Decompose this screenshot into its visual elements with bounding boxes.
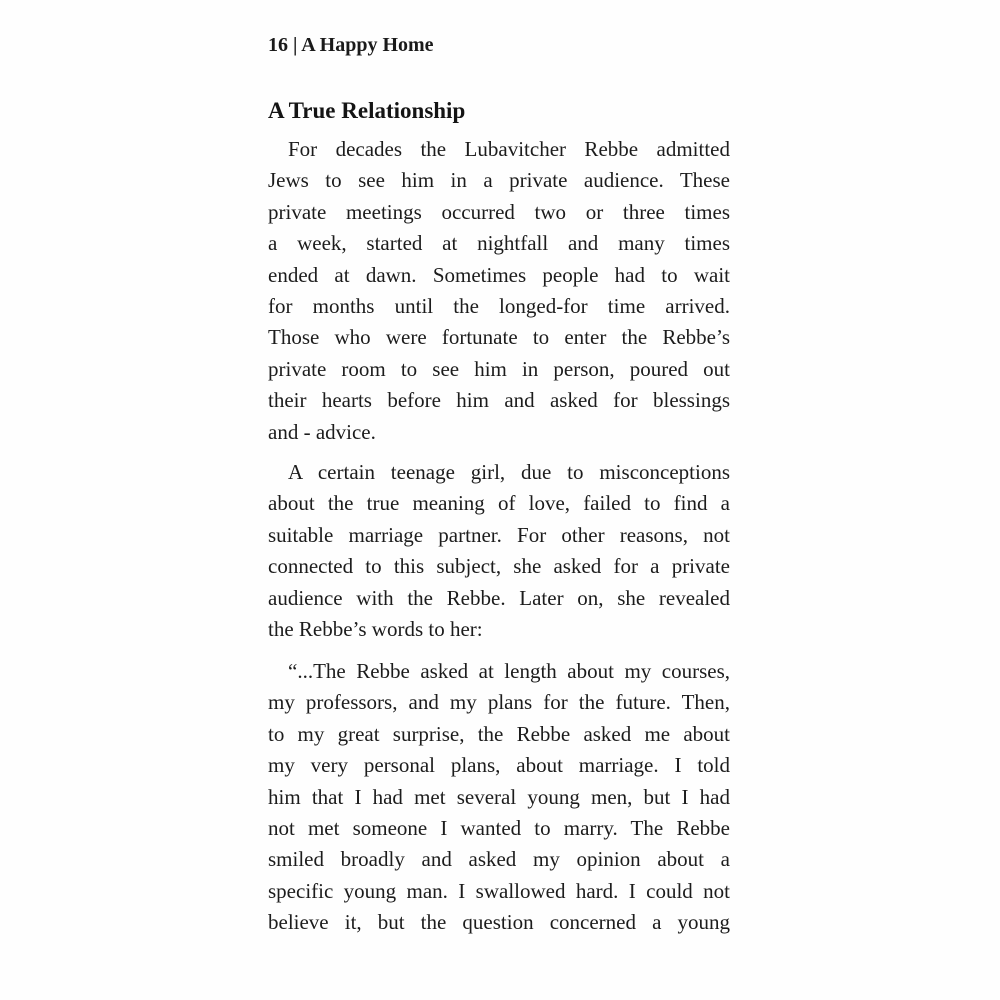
text-line: about the true meaning of love, failed to find a [268,491,730,516]
text-line: Jews to see him in a private audience. These [268,168,730,193]
text-line: my professors, and my plans for the future. Then, [268,690,730,715]
text-line: for months until the longed-for time arrived. [268,293,730,318]
text-line: to my great surprise, the Rebbe asked me about [268,721,730,746]
text-line: my very personal plans, about marriage. I told [268,753,730,778]
text-line: and - advice. [268,419,376,444]
text-line: specific young man. I swallowed hard. I could not [268,878,730,903]
text-line: private meetings occurred two or three times [268,199,730,224]
running-head: 16 | A Happy Home [268,34,434,56]
text-line: For decades the Lubavitcher Rebbe admitted [288,137,730,161]
paragraph-3-quote [268,656,730,939]
text-line: connected to this subject, she asked for a private [268,554,730,579]
text-line: the Rebbe’s words to her: [268,616,483,641]
text-line: their hearts before him and asked for blessings [268,388,730,413]
text-line: believe it, but the question concerned a young [268,910,730,935]
text-line: audience with the Rebbe. Later on, she revealed [268,585,730,610]
section-title: A True Relationship [268,98,466,123]
text-line: ended at dawn. Sometimes people had to wait [268,262,730,287]
text-line: private room to see him in person, poured out [268,356,730,381]
text-line: him that I had met several young men, but I had [268,784,730,809]
text-line: not met someone I wanted to marry. The Rebbe [268,815,730,840]
text-line: A certain teenage girl, due to misconceptions [288,460,730,484]
paragraph-1 [268,134,730,448]
text-line: smiled broadly and asked my opinion about a [268,847,730,872]
paragraph-2 [268,457,730,645]
text-line: “...The Rebbe asked at length about my courses, [288,659,730,683]
text-line: suitable marriage partner. For other reasons, not [268,522,730,547]
text-line: a week, started at nightfall and many times [268,231,730,256]
text-line: Those who were fortunate to enter the Rebbe’s [268,325,730,350]
